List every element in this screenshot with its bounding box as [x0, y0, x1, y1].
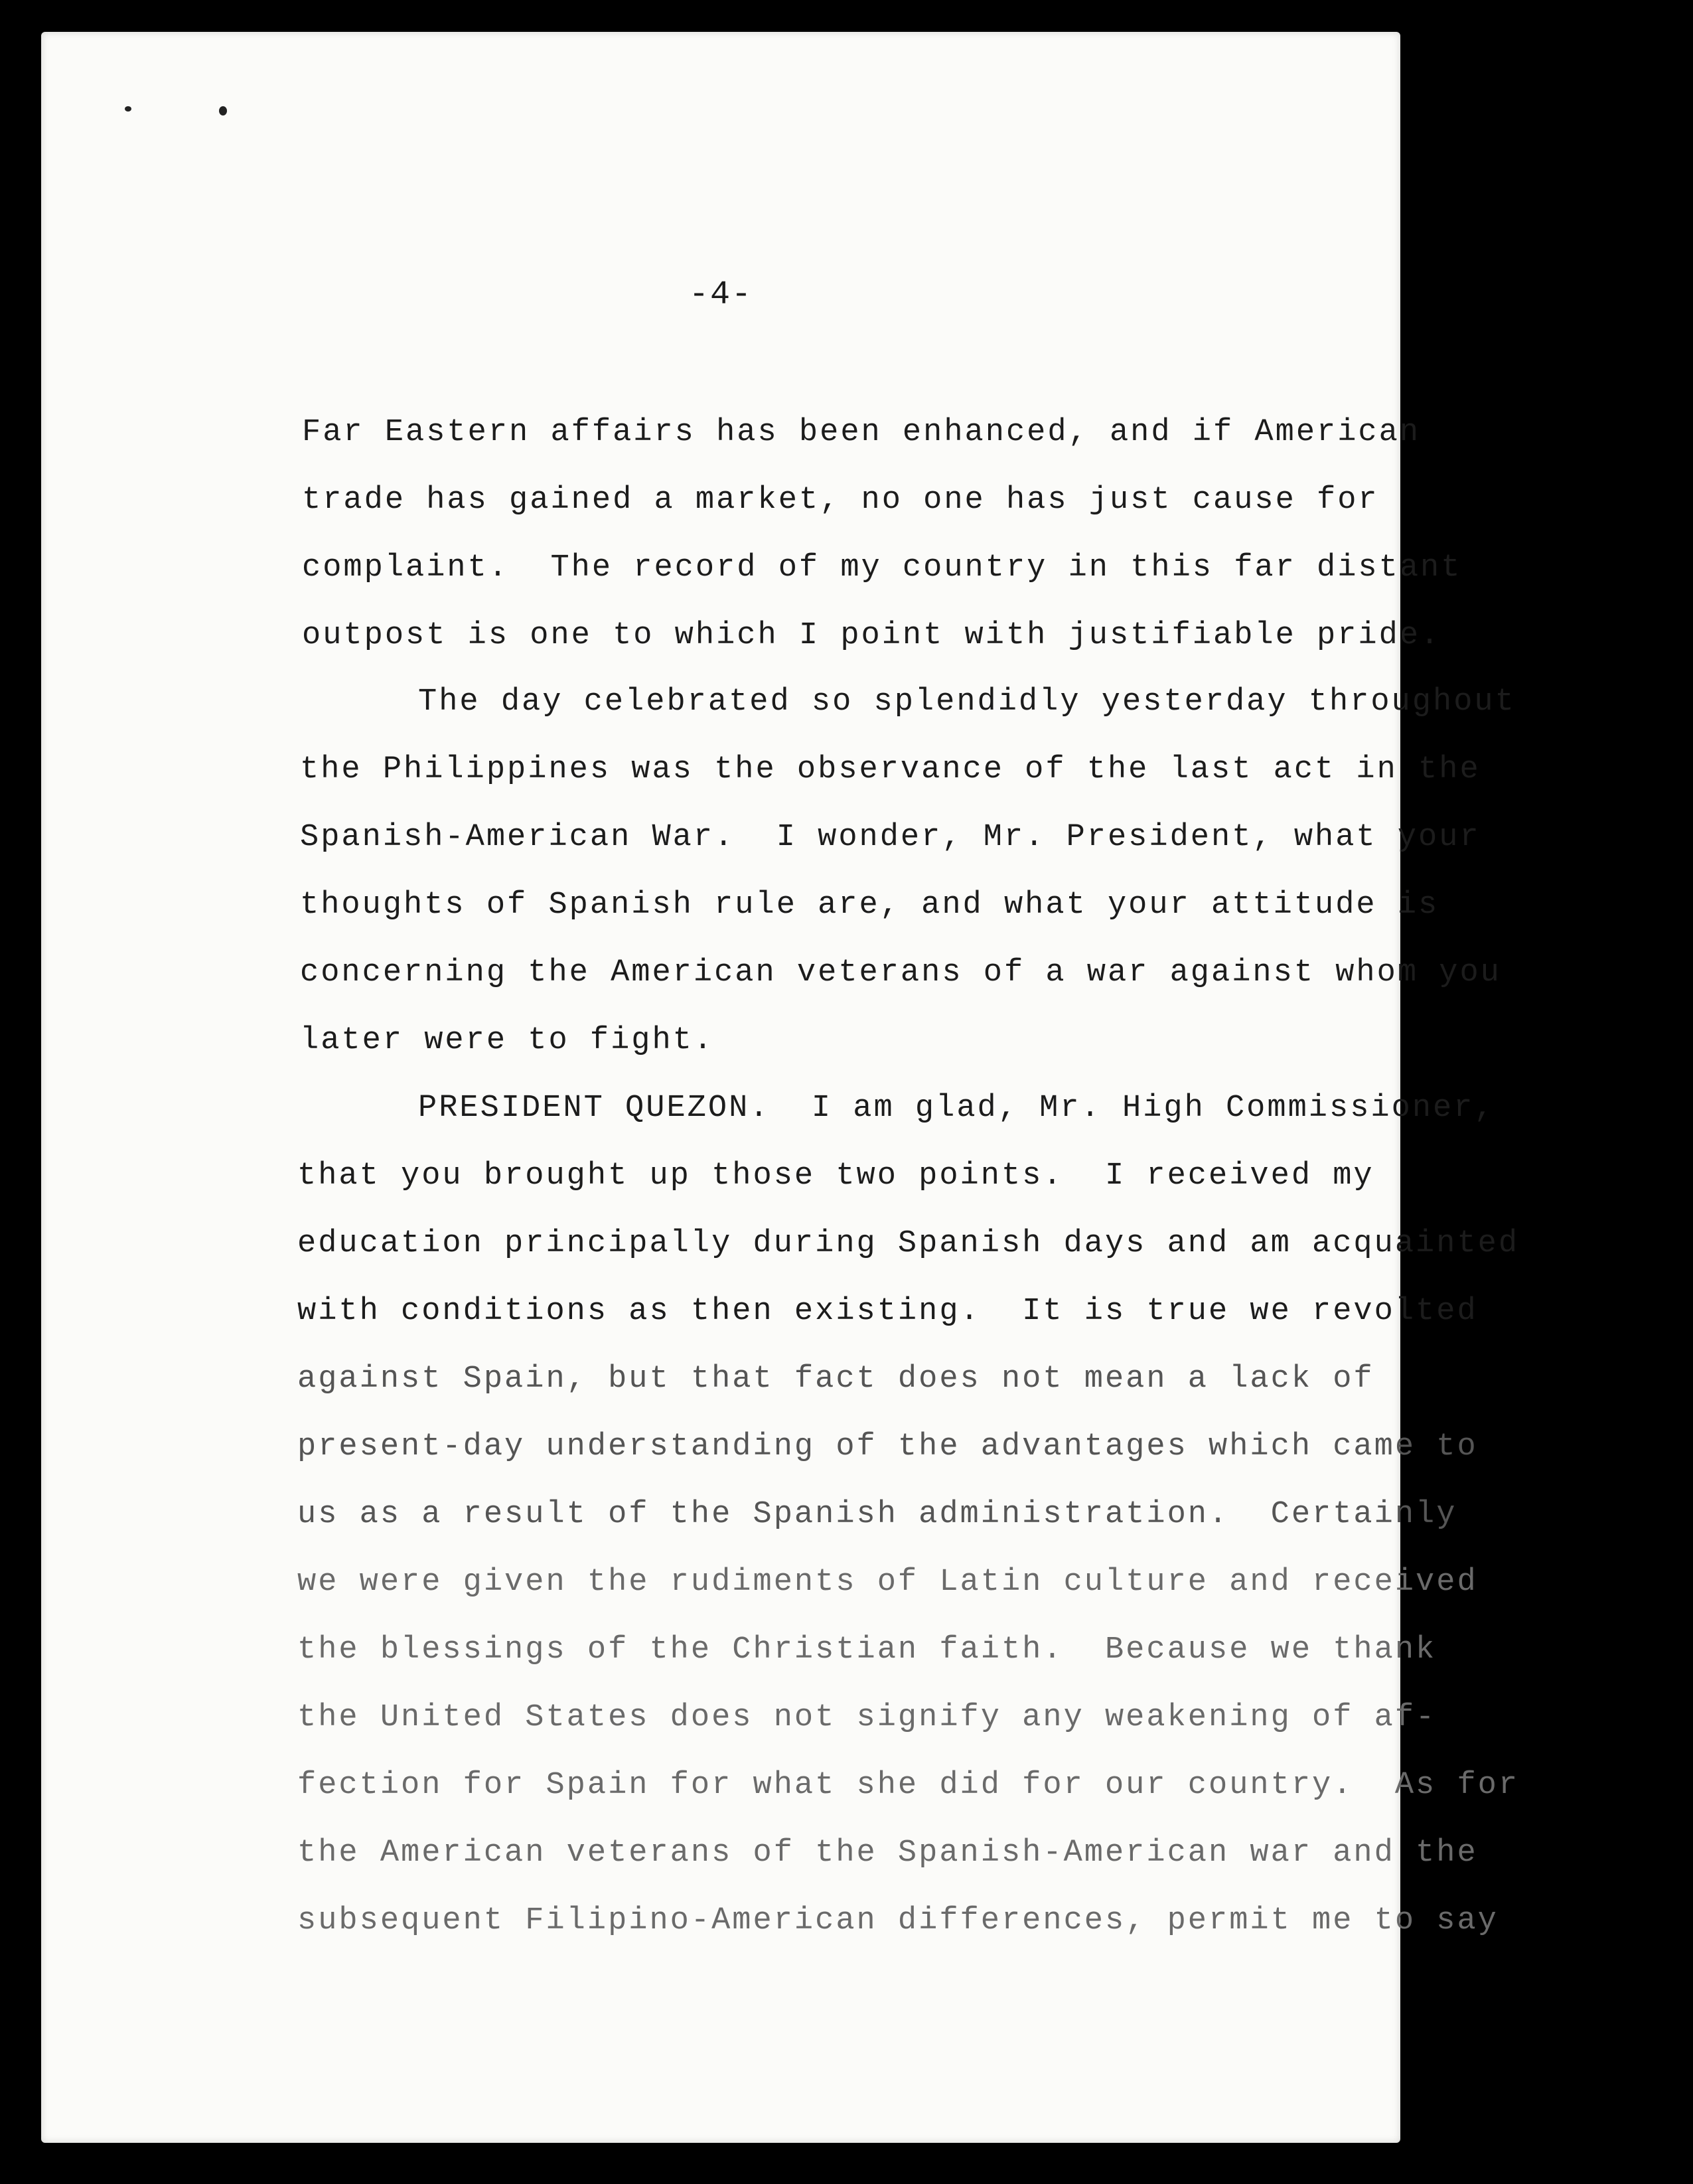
scan-speck	[219, 106, 227, 116]
text-line: the United States does not signify any weakening of af-	[297, 1700, 1437, 1735]
scan-speck	[125, 106, 131, 112]
text-line: us as a result of the Spanish administration. Certainly	[297, 1497, 1457, 1532]
document-page	[41, 32, 1520, 2143]
text-line: trade has gained a market, no one has just cause for	[302, 483, 1379, 518]
page-number: -4-	[688, 276, 753, 314]
text-line: education principally during Spanish days and am acquainted	[297, 1226, 1520, 1261]
text-line: subsequent Filipino-American differences, permit me to say	[297, 1903, 1499, 1938]
text-line: against Spain, but that fact does not mean a lack of	[297, 1362, 1374, 1397]
text-line: PRESIDENT QUEZON. I am glad, Mr. High Commissioner,	[418, 1091, 1495, 1126]
text-line: later were to fight.	[300, 1023, 715, 1058]
text-line: Far Eastern affairs has been enhanced, and if American	[302, 415, 1421, 450]
text-line: concerning the American veterans of a war against whom you	[300, 955, 1501, 990]
text-line: fection for Spain for what she did for our country. As for	[297, 1768, 1520, 1803]
text-line: the Philippines was the observance of the last act in the	[300, 752, 1481, 787]
text-line: thoughts of Spanish rule are, and what your attitude is	[300, 888, 1439, 923]
text-line: Spanish-American War. I wonder, Mr. President, what your	[300, 820, 1481, 855]
text-line: the blessings of the Christian faith. Because we thank	[297, 1632, 1437, 1668]
text-line: with conditions as then existing. It is true we revolted	[297, 1294, 1478, 1329]
text-line: that you brought up those two points. I received my	[297, 1158, 1374, 1194]
text-line: present-day understanding of the advantages which came to	[297, 1429, 1478, 1464]
text-line: outpost is one to which I point with justifiable pride.	[302, 618, 1441, 653]
text-line: the American veterans of the Spanish-American war and the	[297, 1835, 1478, 1871]
text-line: we were given the rudiments of Latin culture and received	[297, 1565, 1478, 1600]
text-line: The day celebrated so splendidly yesterday throughout	[418, 684, 1516, 720]
text-line: complaint. The record of my country in this far distant	[302, 550, 1462, 585]
